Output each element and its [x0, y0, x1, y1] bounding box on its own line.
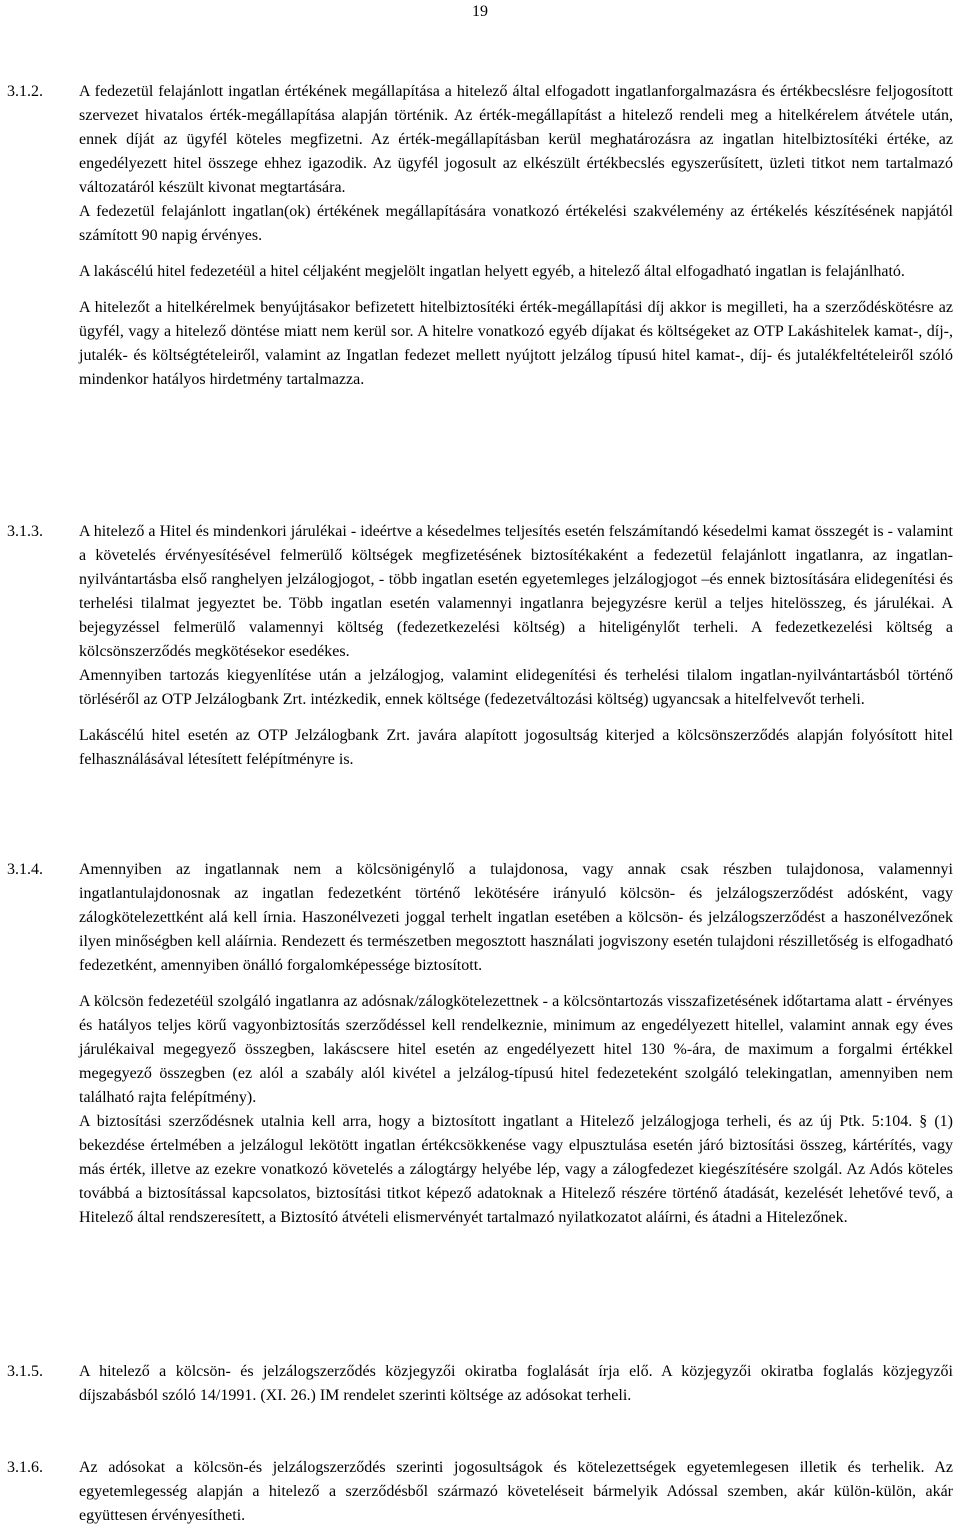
- section-number: 3.1.6.: [7, 1459, 43, 1476]
- section-number: 3.1.3.: [7, 523, 43, 540]
- paragraph: Amennyiben az ingatlannak nem a kölcsönigénylő a tulajdonosa, vagy annak csak részben tulajdonosa, valamennyi ingatlantulajdonosnak az ingatlan fedezetként történő lekötésére irányuló kölcsön- és jelzálogszerződést adósként, vagy zálogkötelezettként alá kell írnia. Haszonélvezeti joggal terhelt ingatlan esetében a kölcsön- és jelzálogszerződést a haszonélvezőnek ilyen minőségben kell aláírnia. Rendezett és természetben megosztott használati jogviszony esetén tulajdoni részilletőség is elfogadható fedezetként, amennyiben önálló forgalomképessége biztosított.: [79, 861, 953, 974]
- paragraph: A biztosítási szerződésnek utalnia kell arra, hogy a biztosított ingatlant a Hitelező jelzálogjoga terheli, és az új Ptk. 5:104. § (1) bekezdése értelmében a jelzálogul lekötött ingatlan értékcsökkenése vagy elpusztulása esetén járó biztosítási összeg, kártérítés, vagy más érték, illetve az ezekre vonatkozó követelés a zálogtárgy helyébe lép, vagy a zálogfedezet kiegészítésére szolgál. Az Adós köteles továbbá a biztosítással kapcsolatos, biztosítási titkot képező adatoknak a Hitelező részére történő átadását, kezelését lehetővé tevő, a Hitelező által rendszeresített, a Biztosító átvételi elismervényét tartalmazó nyilatkozatot aláírni, és átadni a Hitelezőnek.: [79, 1113, 953, 1226]
- paragraph: A fedezetül felajánlott ingatlan(ok) értékének megállapítására vonatkozó értékelési szakvélemény az értékelés készítésének napjától számított 90 napig érvényes.: [79, 203, 953, 244]
- paragraph: A fedezetül felajánlott ingatlan értékének megállapítása a hitelező által elfogadott ingatlanforgalmazásra és értékbecslésre feljogosított szervezet hivatalos érték-megállapítása alapján történik. Az érték-megállapítást a hitelező rendeli meg a hitelkérelem átvétele után, ennek díját az ügyfél köteles megfizetni. Az érték-megállapításban kerül meghatározásra az ingatlan hitelbiztosítéki értéke, az engedélyezett hitel összege ehhez igazodik. Az ügyfél jogosult az elkészült értékbecslés egyszerűsített, üzleti titkot nem tartalmazó változatáról készült kivonat megtartására.: [79, 83, 953, 196]
- paragraph: A hitelező a kölcsön- és jelzálogszerződés közjegyzői okiratba foglalását írja elő. A közjegyzői okiratba foglalás közjegyzői díjszabásból szóló 14/1991. (XI. 26.) IM rendelet szerinti költsége az adósokat terheli.: [79, 1363, 953, 1404]
- section-body: [79, 1360, 953, 1408]
- paragraph: A hitelező a Hitel és mindenkori járulékai - ideértve a késedelmes teljesítés esetén felszámítandó késedelmi kamat összegét is - valamint a követelés érvényesítésével felmerülő költségek megfizetésének biztosítékaként a fedezetül felajánlott ingatlanra, az ingatlan-nyilvántartásba első ranghelyen jelzálogjogot, - több ingatlan esetén egyetemleges jelzálogjogot –és ennek biztosítására elidegenítési és terhelési tilalmat jegyeztet be. Több ingatlan esetén valamennyi ingatlanra bejegyzésre kerül a teljes hitelösszeg, és járulékai. A bejegyzéssel felmerülő valamennyi költség (fedezetkezelési költség) a hiteligénylőt terheli. A fedezetkezelési költség a kölcsönszerződés megkötésekor esedékes.: [79, 523, 953, 660]
- section-body: [79, 80, 953, 392]
- section-number: 3.1.2.: [7, 83, 43, 100]
- page-number: 19: [472, 3, 488, 20]
- paragraph: A lakáscélú hitel fedezetéül a hitel céljaként megjelölt ingatlan helyett egyéb, a hitelező által elfogadható ingatlan is felajánlható.: [79, 263, 905, 280]
- paragraph: A hitelezőt a hitelkérelmek benyújtásakor befizetett hitelbiztosítéki érték-megállapítási díj akkor is megilleti, ha a szerződéskötésre az ügyfél, vagy a hitelező döntése miatt nem kerül sor. A hitelre vonatkozó egyéb díjakat és költségeket az OTP Lakáshitelek kamat-, díj-, jutalék- és költségtételeiről, valamint az Ingatlan fedezet mellett nyújtott jelzálog típusú hitel kamat-, díj- és jutalékfeltételeiről szóló mindenkor hatályos hirdetmény tartalmazza.: [79, 299, 953, 388]
- section-body: [79, 1456, 953, 1528]
- paragraph: A kölcsön fedezetéül szolgáló ingatlanra az adósnak/zálogkötelezettnek - a kölcsöntartozás visszafizetésének időtartama alatt - érvényes és hatályos teljes körű vagyonbiztosítás szerződéssel kell rendelkeznie, minimum az engedélyezett hitellel, valamint annak egy éves járulékaival megegyező összegben, lakáscsere hitel esetén az engedélyezett hitel 130 %-ára, de maximum a forgalmi értékkel megegyező összegben (ez alól a szabály alól kivétel a jelzálog-típusú hitel fedezeteként szolgáló telekingatlan, amennyiben nem található rajta felépítmény).: [79, 993, 953, 1106]
- paragraph: Az adósokat a kölcsön-és jelzálogszerződés szerinti jogosultságok és kötelezettségek egyetemlegesen illetik és terhelik. Az egyetemlegesség alapján a hitelező a szerződésből származó követeléseit bármelyik Adóssal szemben, akár külön-külön, akár együttesen érvényesítheti.: [79, 1459, 953, 1524]
- section-number: 3.1.4.: [7, 861, 43, 878]
- section-number: 3.1.5.: [7, 1363, 43, 1380]
- paragraph: Amennyiben tartozás kiegyenlítése után a jelzálogjog, valamint elidegenítési és terhelési tilalom ingatlan-nyilvántartásból történő törléséről az OTP Jelzálogbank Zrt. intézkedik, ennek költsége (fedezetváltozási költség) ugyancsak a hitelfelvevőt terheli.: [79, 667, 953, 708]
- section-body: [79, 520, 953, 772]
- section-body: [79, 858, 953, 1230]
- paragraph: Lakáscélú hitel esetén az OTP Jelzálogbank Zrt. javára alapított jogosultság kiterjed a kölcsönszerződés alapján folyósított hitel felhasználásával létesített felépítményre is.: [79, 727, 953, 768]
